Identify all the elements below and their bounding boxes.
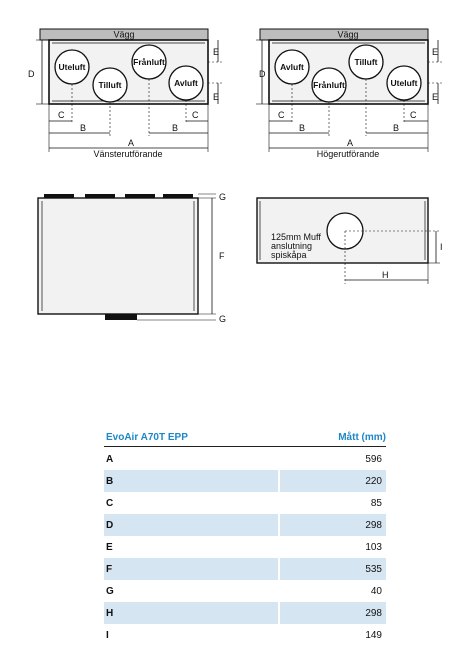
- table-row: [104, 580, 386, 602]
- duct-label: Uteluft: [390, 78, 418, 88]
- model-name: EvoAir A70T EPP: [106, 432, 188, 443]
- right-version-diagram: [256, 29, 442, 159]
- table-row: [104, 624, 386, 646]
- dim-label-c: C: [58, 110, 65, 120]
- duct-label: Avluft: [280, 62, 304, 72]
- dim-label-h: H: [382, 270, 389, 280]
- dim-label-c: C: [278, 110, 285, 120]
- dimension-key: B: [104, 470, 278, 492]
- left-version-diagram: [28, 29, 222, 159]
- dim-label-f: F: [219, 251, 225, 261]
- dimension-key: A: [106, 453, 114, 465]
- dim-label-d: D: [259, 69, 266, 79]
- left-version-caption: Vänsterutförande: [93, 149, 163, 159]
- dim-label-b: B: [80, 123, 87, 133]
- dim-label-c: C: [410, 110, 417, 120]
- dim-label-d: D: [28, 69, 35, 79]
- right-version-caption: Högerutförande: [316, 149, 380, 159]
- dimension-value: 40: [370, 585, 382, 597]
- table-row: [104, 536, 386, 558]
- duct-label: Frånluft: [313, 80, 345, 90]
- duct-label: Uteluft: [58, 62, 86, 72]
- dimension-value: 103: [365, 541, 382, 553]
- dimension-key: C: [106, 497, 114, 509]
- table-row: [104, 448, 386, 470]
- wall-label: Vägg: [113, 29, 135, 40]
- dim-label-e: E: [213, 92, 220, 102]
- dimension-value: 298: [280, 514, 386, 536]
- dimension-key: H: [104, 602, 278, 624]
- table-row: [104, 558, 386, 580]
- table-row: [104, 602, 386, 624]
- dim-label-g: G: [219, 314, 227, 324]
- dim-label-b: B: [393, 123, 400, 133]
- table-header: [104, 425, 386, 443]
- side-unit-outline: [38, 198, 198, 314]
- dimension-key: I: [106, 629, 109, 641]
- duct-label: Frånluft: [133, 57, 165, 67]
- header-divider: [104, 446, 386, 447]
- dimension-key: E: [106, 541, 113, 553]
- dimension-key: G: [106, 585, 114, 597]
- dimension-value: 596: [365, 453, 382, 465]
- table-row: [104, 492, 386, 514]
- duct-label: Avluft: [174, 78, 198, 88]
- dim-label-b: B: [172, 123, 179, 133]
- table-row: [104, 514, 386, 536]
- dim-label-a: A: [128, 138, 135, 148]
- dim-label-g: G: [219, 192, 227, 202]
- bottom-connector: [105, 314, 137, 320]
- dim-label-b: B: [299, 123, 306, 133]
- muff-label-line: 125mm Muff: [271, 232, 321, 242]
- value-column-header: Mått (mm): [338, 432, 386, 443]
- dimension-key: D: [104, 514, 278, 536]
- dim-label-e: E: [432, 47, 439, 57]
- dimension-value: 220: [280, 470, 386, 492]
- duct-label: Tilluft: [354, 57, 378, 67]
- front-view-diagram: [257, 198, 443, 284]
- dimension-key: F: [104, 558, 278, 580]
- dimension-value: 298: [280, 602, 386, 624]
- dimension-value: 85: [370, 497, 382, 509]
- dim-label-e: E: [213, 47, 220, 57]
- duct-label: Tilluft: [98, 80, 122, 90]
- dim-label-i: I: [440, 242, 443, 252]
- dimension-table: [104, 425, 386, 646]
- dimension-value: 535: [280, 558, 386, 580]
- table-row: [104, 470, 386, 492]
- muff-label-line: anslutning: [271, 241, 313, 251]
- muff-label-line: spiskåpa: [271, 250, 307, 260]
- dim-label-a: A: [347, 138, 354, 148]
- dim-label-e: E: [432, 92, 439, 102]
- dim-label-c: C: [192, 110, 199, 120]
- dimension-value: 149: [365, 629, 382, 641]
- wall-label: Vägg: [337, 29, 359, 40]
- side-view-diagram: [38, 192, 226, 324]
